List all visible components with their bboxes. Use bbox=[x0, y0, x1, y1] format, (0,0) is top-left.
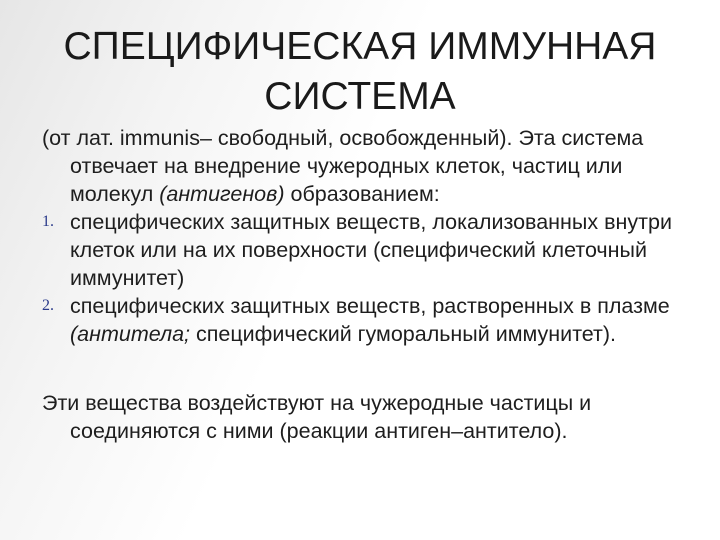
list-number-1: 1. bbox=[42, 213, 54, 230]
list-item-2-italic-antibodies: (антитела; bbox=[70, 322, 191, 346]
intro-italic-antigens: (антигенов) bbox=[159, 182, 285, 206]
slide-title bbox=[20, 22, 700, 122]
slide-title-line-2: СИСТЕМА bbox=[264, 75, 456, 118]
list-item-1-text: специфических защитных веществ, локализованных внутри клеток или на их поверхности (специфический клеточный иммунитет) bbox=[70, 210, 672, 290]
list-number-2: 2. bbox=[42, 297, 54, 314]
numbered-list bbox=[42, 208, 682, 348]
list-item-2-text-end: специфический гуморальный иммунитет). bbox=[190, 322, 617, 346]
list-item-2 bbox=[42, 292, 682, 348]
list-item-1 bbox=[42, 208, 682, 292]
slide-title-line-1: СПЕЦИФИЧЕСКАЯ ИММУННАЯ bbox=[63, 25, 657, 68]
summary-paragraph: Эти вещества воздействуют на чужеродные частицы и соединяются с ними (реакции антиген–антитело). bbox=[42, 391, 592, 443]
intro-text: (от лат. immunis– свободный, освобожденный). Эта система отвечает на внедрение чужеродных клеток, частиц или молекул bbox=[42, 126, 644, 206]
list-item-2-text: специфических защитных веществ, растворенных в плазме bbox=[70, 294, 670, 318]
slide-body bbox=[42, 124, 682, 445]
intro-text-end: образованием: bbox=[284, 182, 440, 206]
intro-paragraph bbox=[42, 124, 682, 208]
